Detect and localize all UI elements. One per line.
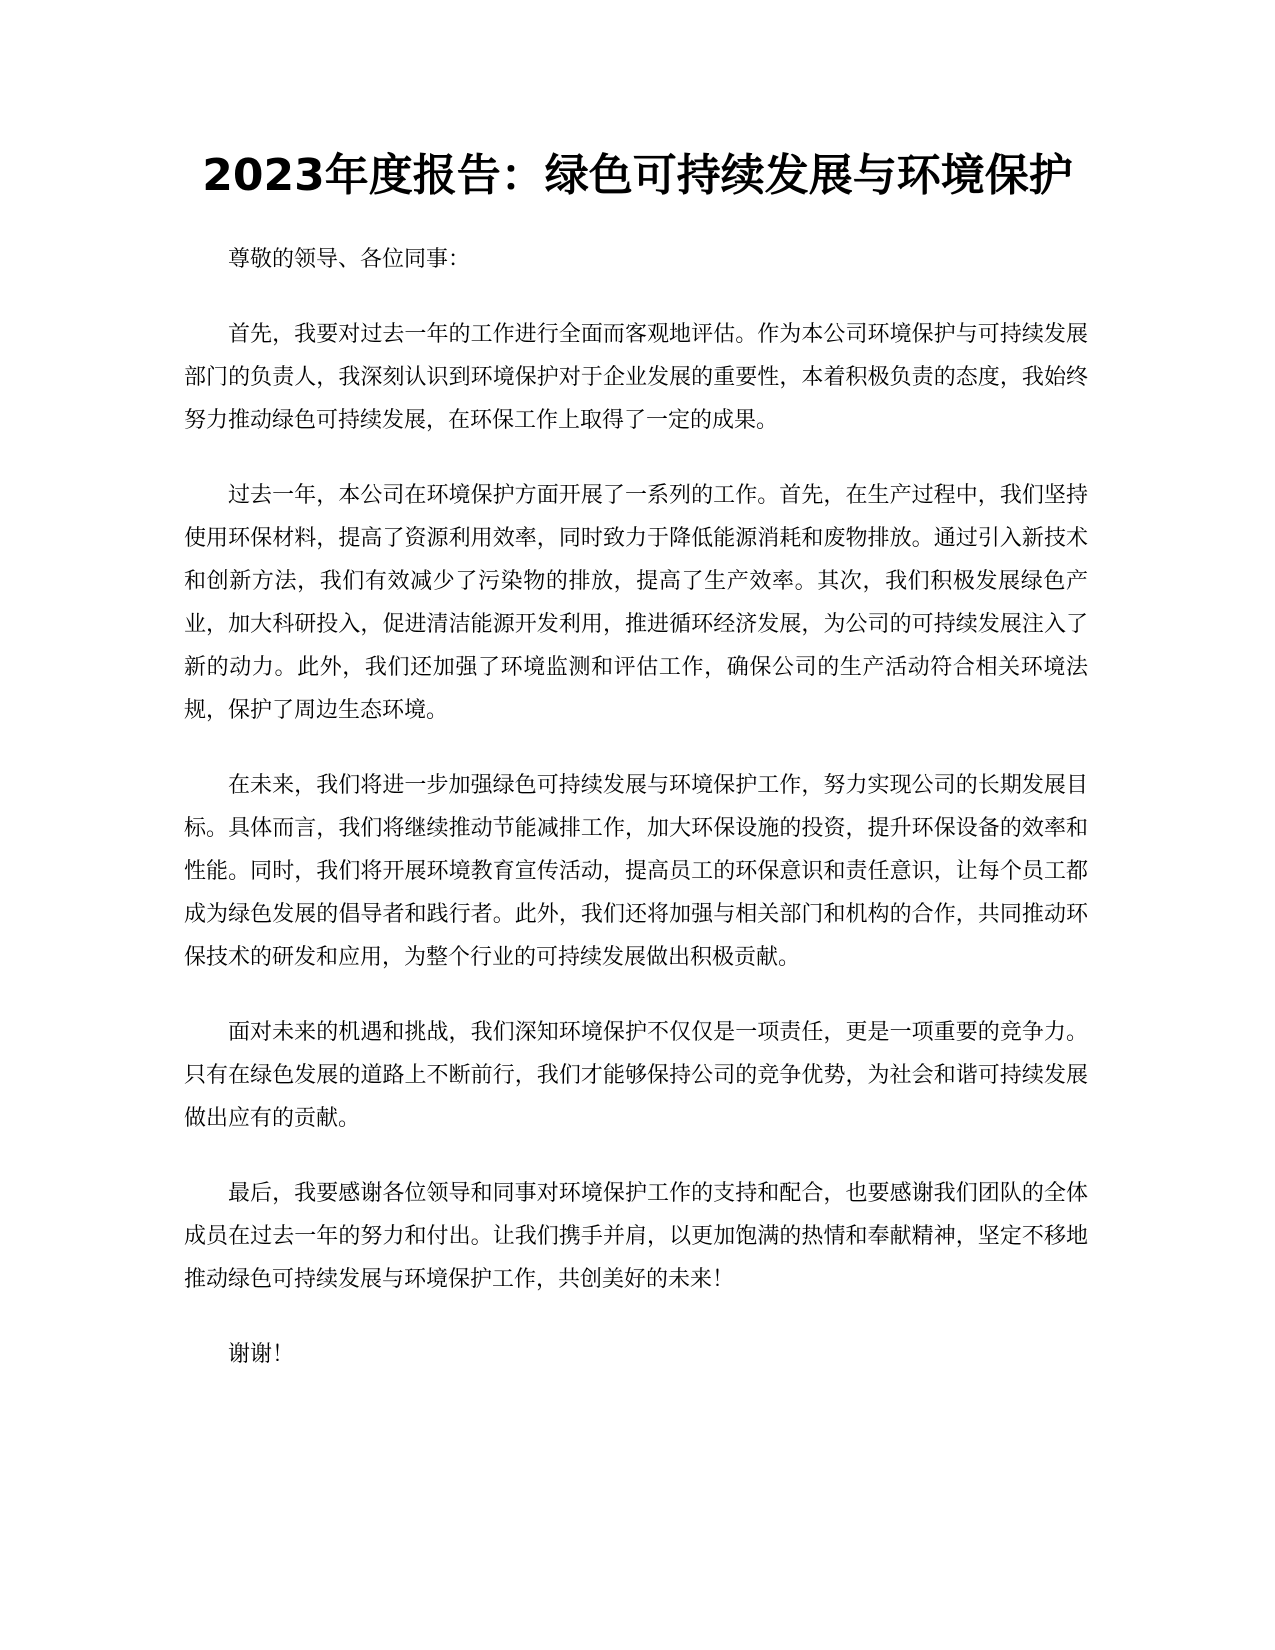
closing-line: 谢谢！ bbox=[228, 1342, 295, 1367]
paragraph-future-plans: 在未来，我们将进一步加强绿色可持续发展与环境保护工作，努力实现公司的长期发展目标。具体而言，我们将继续推动节能减排工作，加大环保设施的投资，提升环保设备的效率和性能。同时，我们将开展环境教育宣传活动，提高员工的环保意识和责任意识，让每个员工都成为绿色发展的倡导者和践行者。此外，我们还将加强与相关部门和机构的合作，共同推动环保技术的研发和应用，为整个行业的可持续发展做出积极贡献。 bbox=[184, 773, 1088, 970]
document-title: 2023年度报告：绿色可持续发展与环境保护 bbox=[202, 150, 1073, 201]
document-body bbox=[184, 238, 1088, 1408]
greeting-line: 尊敬的领导、各位同事： bbox=[228, 247, 471, 272]
paragraph-challenges: 面对未来的机遇和挑战，我们深知环境保护不仅仅是一项责任，更是一项重要的竞争力。只有在绿色发展的道路上不断前行，我们才能够保持公司的竞争优势，为社会和谐可持续发展做出应有的贡献。 bbox=[184, 1020, 1088, 1131]
paragraph-past-work: 过去一年，本公司在环境保护方面开展了一系列的工作。首先，在生产过程中，我们坚持使用环保材料，提高了资源利用效率，同时致力于降低能源消耗和废物排放。通过引入新技术和创新方法，我们有效减少了污染物的排放，提高了生产效率。其次，我们积极发展绿色产业，加大科研投入，促进清洁能源开发利用，推进循环经济发展，为公司的可持续发展注入了新的动力。此外，我们还加强了环境监测和评估工作，确保公司的生产活动符合相关环境法规，保护了周边生态环境。 bbox=[184, 483, 1088, 723]
paragraph-evaluation: 首先，我要对过去一年的工作进行全面而客观地评估。作为本公司环境保护与可持续发展部门的负责人，我深刻认识到环境保护对于企业发展的重要性，本着积极负责的态度，我始终努力推动绿色可持续发展，在环保工作上取得了一定的成果。 bbox=[184, 322, 1088, 433]
paragraph-thanks: 最后，我要感谢各位领导和同事对环境保护工作的支持和配合，也要感谢我们团队的全体成员在过去一年的努力和付出。让我们携手并肩，以更加饱满的热情和奉献精神，坚定不移地推动绿色可持续发展与环境保护工作，共创美好的未来！ bbox=[184, 1181, 1088, 1292]
